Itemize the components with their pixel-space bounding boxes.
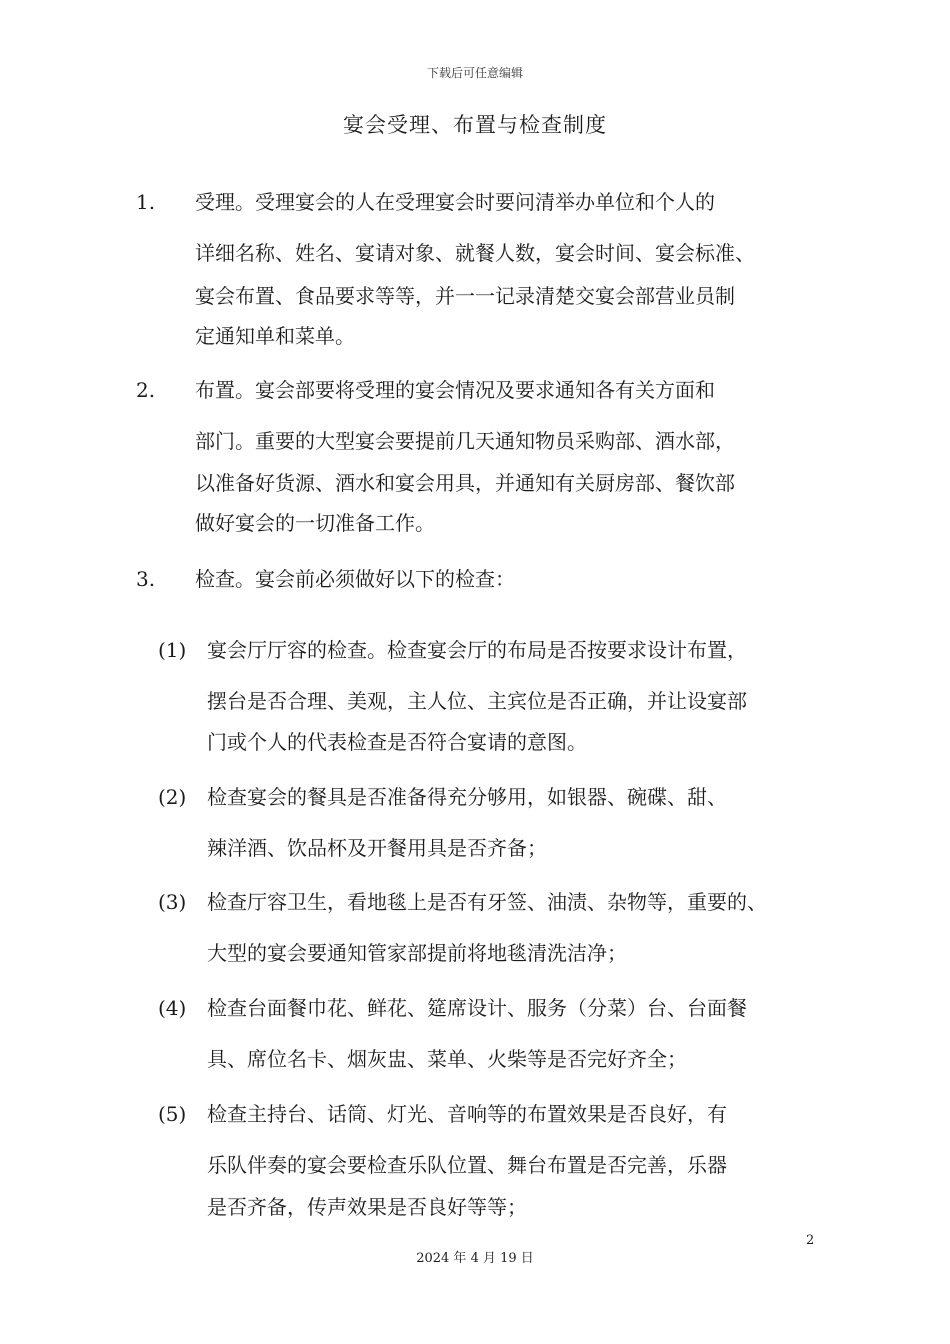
- section-line: 布置。宴会部要将受理的宴会情况及要求通知各有关方面和: [195, 378, 715, 402]
- subitem-line: 检查台面餐巾花、鲜花、筵席设计、服务（分菜）台、台面餐: [207, 996, 747, 1020]
- subitem-line: 是否齐备，传声效果是否良好等等；: [207, 1195, 527, 1219]
- section-number: 2.: [136, 378, 156, 402]
- section-line: 做好宴会的一切准备工作。: [195, 511, 435, 535]
- subitem-number: (4): [158, 996, 187, 1020]
- section-line: 详细名称、姓名、宴请对象、就餐人数，宴会时间、宴会标准、: [195, 241, 755, 265]
- document-title: 宴会受理、布置与检查制度: [343, 113, 607, 137]
- page-number: 2: [806, 1233, 815, 1248]
- section-number: 1.: [136, 190, 156, 214]
- section-line: 部门。重要的大型宴会要提前几天通知物员采购部、酒水部，: [195, 429, 735, 453]
- subitem-line: 宴会厅厅容的检查。检查宴会厅的布局是否按要求设计布置，: [207, 638, 747, 662]
- subitem-line: 摆台是否合理、美观，主人位、主宾位是否正确，并让设宴部: [207, 689, 747, 713]
- subitem-line: 检查厅容卫生，看地毯上是否有牙签、油渍、杂物等，重要的、: [207, 890, 767, 914]
- section-line: 宴会布置、食品要求等等，并一一记录清楚交宴会部营业员制: [195, 284, 735, 308]
- header-note: 下载后可任意编辑: [426, 66, 523, 80]
- section-line: 检查。宴会前必须做好以下的检查：: [195, 567, 515, 591]
- subitem-line: 乐队伴奏的宴会要检查乐队位置、舞台布置是否完善，乐器: [207, 1153, 727, 1177]
- section-line: 受理。受理宴会的人在受理宴会时要问清举办单位和个人的: [195, 190, 715, 214]
- footer-date: 2024 年 4 月 19 日: [416, 1251, 534, 1266]
- section-line: 定通知单和菜单。: [195, 324, 355, 348]
- subitem-line: 检查主持台、话筒、灯光、音响等的布置效果是否良好，有: [207, 1102, 727, 1126]
- subitem-number: (2): [158, 785, 187, 809]
- subitem-number: (3): [158, 890, 187, 914]
- section-line: 以准备好货源、酒水和宴会用具，并通知有关厨房部、餐饮部: [195, 471, 735, 495]
- subitem-line: 大型的宴会要通知管家部提前将地毯清洗洁净；: [207, 941, 627, 965]
- subitem-line: 门或个人的代表检查是否符合宴请的意图。: [207, 730, 587, 754]
- section-number: 3.: [136, 567, 156, 591]
- subitem-line: 检查宴会的餐具是否准备得充分够用，如银器、碗碟、甜、: [207, 785, 727, 809]
- subitem-number: (5): [158, 1102, 187, 1126]
- subitem-line: 辣洋酒、饮品杯及开餐用具是否齐备；: [207, 836, 547, 860]
- subitem-line: 具、席位名卡、烟灰盅、菜单、火柴等是否完好齐全；: [207, 1047, 687, 1071]
- subitem-number: (1): [158, 638, 187, 662]
